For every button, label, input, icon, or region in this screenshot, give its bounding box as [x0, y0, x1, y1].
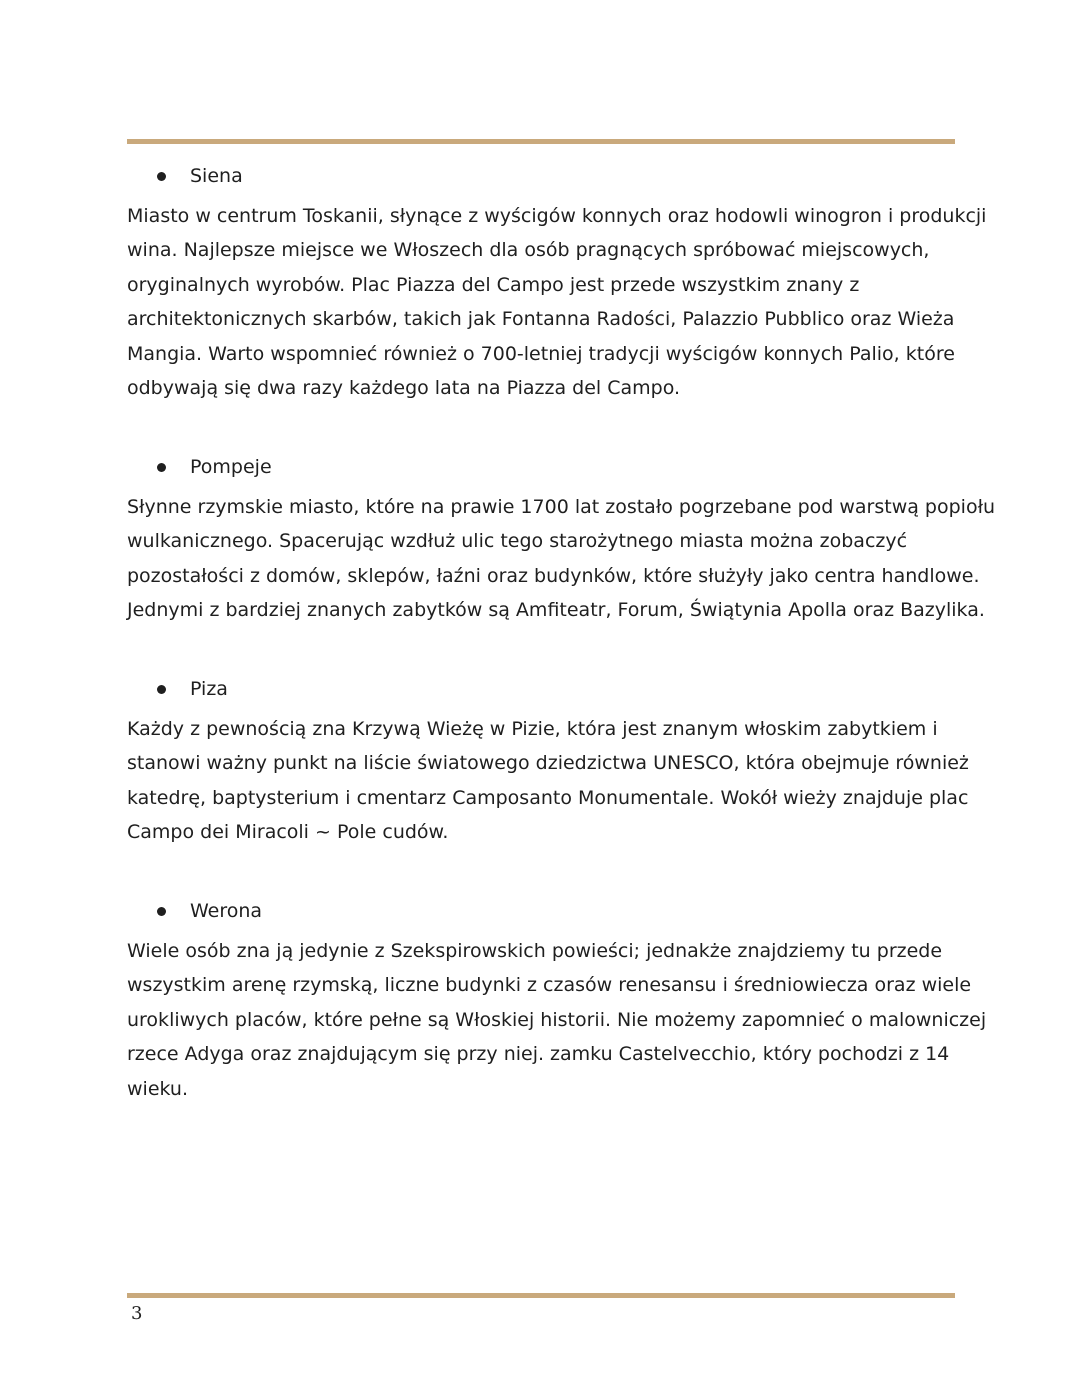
section-piza — [127, 672, 969, 850]
paragraph-line: wulkanicznego. Spacerując wzdłuż ulic tego starożytnego miasta można zobaczyć — [127, 530, 908, 553]
section-paragraph — [127, 199, 987, 405]
paragraph-line: wszystkim arenę rzymską, liczne budynki z czasów renesansu i średniowiecza oraz wiele — [127, 974, 972, 997]
section-title: Siena — [190, 165, 243, 187]
paragraph-line: rzece Adyga oraz znajdującym się przy niej. zamku Castelvecchio, który pochodzi z 14 — [127, 1043, 950, 1066]
section-title: Werona — [190, 900, 263, 922]
paragraph-line: Słynne rzymskie miasto, które na prawie 1700 lat zostało pogrzebane pod warstwą popiołu — [127, 496, 996, 518]
section-title: Pompeje — [190, 456, 272, 478]
paragraph-line: Jednymi z bardziej znanych zabytków są Amfiteatr, Forum, Świątynia Apolla oraz Bazylika. — [127, 599, 985, 622]
paragraph-line: oryginalnych wyrobów. Plac Piazza del Campo jest przede wszystkim znany z — [127, 273, 860, 296]
paragraph-line: stanowi ważny punkt na liście światowego dziedzictwa UNESCO, która obejmuje również — [127, 752, 969, 775]
bullet-icon — [157, 463, 166, 472]
paragraph-line: wieku. — [127, 1077, 189, 1100]
bottom-divider — [127, 1293, 955, 1298]
section-pompeje — [127, 450, 996, 628]
page-number: 3 — [131, 1303, 143, 1324]
paragraph-line: Wiele osób zna ją jedynie z Szekspirowskich powieści; jednakże znajdziemy tu przede — [127, 940, 943, 962]
paragraph-line: wina. Najlepsze miejsce we Włoszech dla osób pragnących spróbować miejscowych, — [127, 239, 930, 262]
section-paragraph — [127, 712, 969, 850]
top-divider — [127, 139, 955, 144]
section-paragraph — [127, 490, 996, 628]
paragraph-line: Miasto w centrum Toskanii, słynące z wyścigów konnych oraz hodowli winogron i produkcji — [127, 205, 987, 227]
section-paragraph — [127, 934, 987, 1106]
section-werona — [127, 894, 987, 1106]
bullet-icon — [157, 172, 166, 181]
bullet-item-pompeje — [127, 450, 957, 484]
bullet-icon — [157, 907, 166, 916]
bullet-icon — [157, 685, 166, 694]
paragraph-line: katedrę, baptysterium i cmentarz Camposanto Monumentale. Wokół wieży znajduje plac — [127, 786, 969, 809]
paragraph-line: odbywają się dwa razy każdego lata na Piazza del Campo. — [127, 377, 681, 400]
section-title: Piza — [190, 678, 228, 700]
bullet-item-werona — [127, 894, 957, 928]
bullet-item-piza — [127, 672, 957, 706]
paragraph-line: pozostałości z domów, sklepów, łaźni oraz budynków, które służyły jako centra handlowe. — [127, 564, 980, 587]
paragraph-line: urokliwych placów, które pełne są Włoskiej historii. Nie możemy zapomnieć o malowniczej — [127, 1008, 987, 1031]
section-siena — [127, 159, 987, 405]
paragraph-line: Campo dei Miracoli ~ Pole cudów. — [127, 821, 449, 844]
paragraph-line: Mangia. Warto wspomnieć również o 700-letniej tradycji wyścigów konnych Palio, które — [127, 342, 955, 365]
bullet-item-siena — [127, 159, 957, 193]
paragraph-line: architektonicznych skarbów, takich jak Fontanna Radości, Palazzio Pubblico oraz Wieża — [127, 308, 955, 331]
paragraph-line: Każdy z pewnością zna Krzywą Wieżę w Pizie, która jest znanym włoskim zabytkiem i — [127, 718, 938, 740]
